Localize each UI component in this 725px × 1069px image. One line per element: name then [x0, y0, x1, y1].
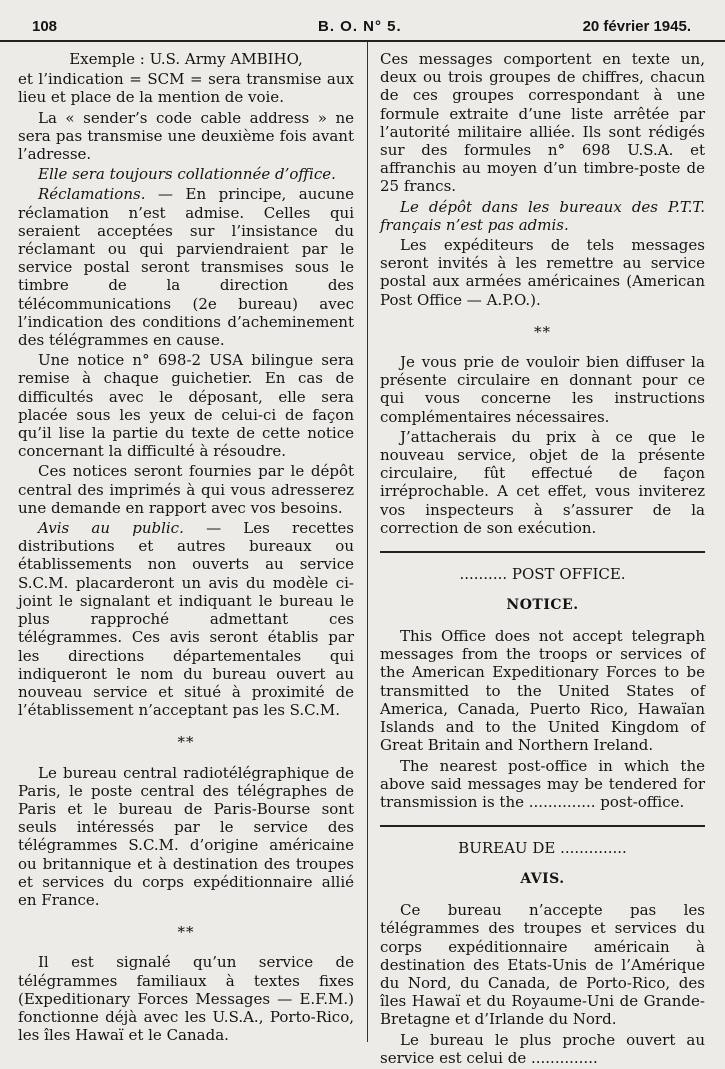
avis-notice-paragraph: Ce bureau n’accepte pas les télégrammes des troupes et services du corps expéditionnaire américain à destination des Etats-Unis de l’Amérique du Nord, du Canada, de Porto-Rico, des îles Hawaï et du Royaume-Uni de Grande-Bretagne et d’Irlande du Nord.	[380, 901, 705, 1029]
publication-title: B. O. N° 5.	[318, 18, 402, 35]
avis-notice-paragraph: Le bureau le plus proche ouvert au service est celui de ..............	[380, 1030, 705, 1067]
reclamations-paragraph	[18, 185, 354, 349]
paragraph: Il est signalé qu’un service de télégrammes familiaux à textes fixes (Expeditionary Forces Messages — E.F.M.) fonctionne déjà avec les U.S.A., Porto-Rico, les îles Hawaï et le Canada.	[18, 953, 354, 1045]
paragraph: Une notice n° 698-2 USA bilingue sera remise à chaque guichetier. En cas de difficultés avec le déposant, elle sera placée sous les yeux de celui-ci de façon qu’il lise la partie du texte de cette notice concernant la difficulté à résoudre.	[18, 351, 354, 461]
section-separator: **	[177, 923, 195, 942]
paragraph: La « sender’s code cable address » ne sera pas transmise une deuxième fois avant l’adresse.	[18, 108, 354, 164]
paragraph-body: — Les recettes distributions et autres bureaux ou établissements non ouverts au service S.C.M. placarderont un avis du modèle ci-joint le signalant et indiquant le bureau le plus rapproché admettant ces télégrammes. Ces avis seront établis par les directions départementales qui indiqueront le nom du bureau ouvert au nouveau service et situé à proximité de l’établissement n’acceptant pas les S.C.M.	[18, 519, 354, 720]
right-column	[380, 50, 705, 1069]
paragraph: Le bureau central radiotélégraphique de Paris, le poste central des télégraphes de Paris et le bureau de Paris-Bourse sont seuls intéressés par le service des télégrammes S.C.M. d’origine américaine ou britannique et à destination des troupes et services du corps expéditionnaire allié en France.	[18, 763, 354, 909]
paragraph: Ces messages comportent en texte un, deux ou trois groupes de chiffres, chacun de ces groupes correspondant à une formule extraite d’une liste arrêtée par l’autorité militaire alliée. Ils sont rédigés sur des formules n° 698 U.S.A. et affranchis au moyen d’un timbre-poste de 25 francs.	[380, 50, 705, 196]
page-header	[0, 0, 725, 42]
section-rule	[380, 825, 705, 827]
page-number: 108	[32, 18, 58, 35]
paragraph: Le dépôt dans les bureaux des P.T.T. français n’est pas admis.	[380, 197, 705, 234]
paragraph: Ces notices seront fournies par le dépôt central des imprimés à qui vous adresserez une demande en rapport avec vos besoins.	[18, 462, 354, 517]
paragraph: et l’indication = SCM = sera transmise aux lieu et place de la mention de voie.	[18, 70, 354, 107]
avis-paragraph	[18, 519, 354, 719]
avis-heading: AVIS.	[520, 871, 565, 888]
paragraph: J’attacherais du prix à ce que le nouveau service, objet de la présente circulaire, fût effectué de façon irréprochable. A cet effet, vous inviterez vos inspecteurs à s’assurer de la correction de son exécution.	[380, 427, 705, 537]
notice-paragraph: This Office does not accept telegraph messages from the troops or services of the American Expeditionary Forces to be transmitted to the United States of America, Canada, Puerto Rico, Hawaïan Islands and to the United Kingdom of Great Britain and Northern Ireland.	[380, 627, 705, 755]
notice-heading: NOTICE.	[506, 597, 579, 614]
paragraph-heading: Avis au public.	[38, 519, 184, 538]
paragraph: Elle sera toujours collationnée d’office.	[38, 165, 336, 184]
paragraph-body: — En principe, aucune réclamation n’est admise. Celles qui seraient acceptées sur l’insistance du réclamant ou qui parviendraient par le service postal seront transmises sous le timbre de la direction des télécommunications (2e bureau) avec l’indication des conditions d’acheminement des télégrammes en cause.	[18, 185, 354, 350]
post-office-title: .......... POST OFFICE.	[459, 565, 626, 584]
notice-paragraph: The nearest post-office in which the above said messages may be tendered for transmission is the .............. post-office.	[380, 756, 705, 811]
paragraph-heading: Réclamations.	[38, 185, 146, 204]
bureau-title: BUREAU DE ..............	[458, 839, 627, 858]
paragraph: Les expéditeurs de tels messages seront invités à les remettre au service postal aux armées américaines (American Post Office — A.P.O.).	[380, 236, 705, 309]
section-rule	[380, 551, 705, 553]
left-column	[18, 50, 354, 1046]
example-line: Exemple : U.S. Army AMBIHO,	[69, 50, 303, 68]
column-divider	[367, 42, 368, 1042]
section-separator: **	[177, 733, 195, 752]
publication-date: 20 février 1945.	[582, 18, 691, 35]
section-separator: **	[534, 322, 551, 341]
paragraph: Je vous prie de vouloir bien diffuser la présente circulaire en donnant pour ce qui vous concerne les instructions complémentaires nécessaires.	[380, 353, 705, 426]
